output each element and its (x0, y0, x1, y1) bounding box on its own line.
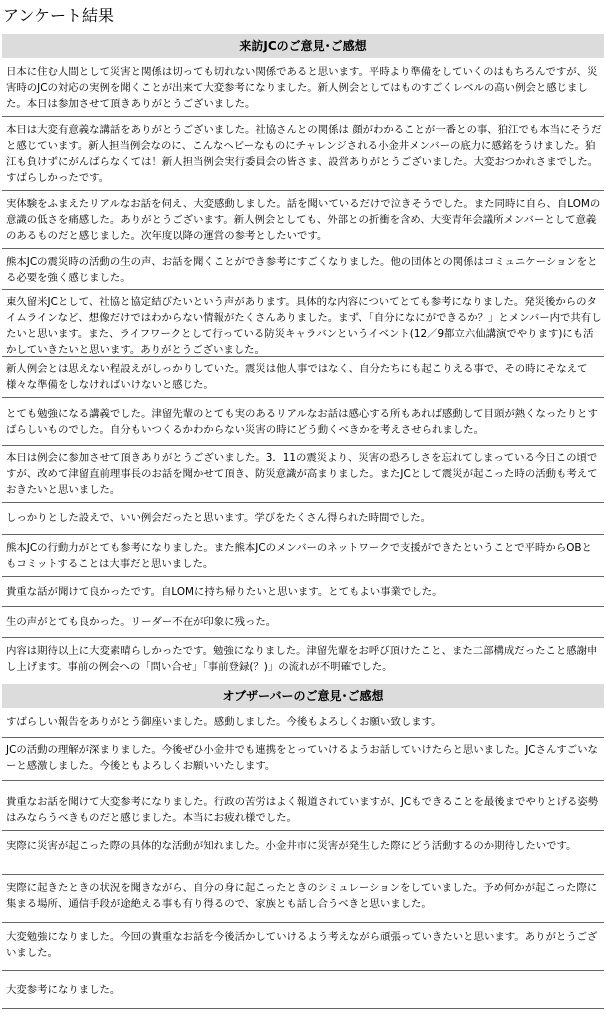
divider (2, 576, 604, 577)
page-title: アンケート結果 (3, 6, 115, 25)
divider (2, 248, 604, 249)
divider (2, 445, 604, 446)
comment-visiting-jc-2: 本日は大変有意義な講話をありがとうございました。社協さんとの関係は 顔がわかることが一番との事、狛江でも本当にそうだと感じています。新人担当例会なのに、こんなヘビーなものにチャレンジされる小金井メンバーの底力に感銘をうけました。狛江も負けずにがんばらなくては！新人担当例会実行委員会の皆さま、設営ありがとうございました。大変おつかれさまでした。すばらしかったです。 (6, 124, 602, 184)
comment-visiting-jc-9: しっかりとした設えで、いい例会だったと思います。学びをたくさん得られた時間でした。 (6, 512, 431, 524)
comment-visiting-jc-4: 熊本JCの震災時の活動の生の声、お話を聞くことができ参考にすごくなりました。他の団体との関係はコミュニケーションをとる必要を強く感じました。 (6, 256, 598, 284)
comment-observer-5: 実際に起きたときの状況を聞きながら、自分の身に起こったときのシミュレーションをしていました。予め何かが起こった際に集まる場所、通信手段が途絶える事も有り得るので、家族とも話し合うべきと思いました。 (6, 882, 598, 910)
divider (2, 190, 604, 191)
divider (2, 737, 604, 738)
divider (2, 780, 604, 781)
section-heading-observers: オブザーバーのご意見･ご感想 (2, 684, 604, 708)
comment-observer-7: 大変参考になりました。 (6, 984, 121, 996)
divider (2, 1008, 604, 1009)
comment-visiting-jc-10: 熊本JCの行動力がとても参考になりました。また熊本JCのメンバーのネットワークで支援ができたということで平時からOBともコミットすることは大事だと思いました。 (6, 542, 592, 570)
section-heading-visiting-jc: 来訪JCのご意見･ご感想 (2, 34, 604, 58)
comment-observer-1: すばらしい報告をありがとう御座いました。感動しました。今後もよろしくお願い致します。 (6, 716, 442, 728)
divider (2, 922, 604, 923)
divider (2, 289, 604, 290)
comment-observer-4: 実際に災害が起こった際の具体的な活動が知れました。小金井市に災害が発生した際にどう活動するのか期待したいです。 (6, 840, 577, 852)
divider (2, 874, 604, 875)
divider (2, 356, 604, 357)
divider (2, 397, 604, 398)
divider (2, 970, 604, 971)
comment-visiting-jc-7: とても勉強になる講義でした。津留先輩のとても実のあるリアルなお話は感心する所もあれば感動して目頭が熱くなったりとすばらしいものでした。自分もいつくるかわからない災害の時にどう動くべきかを考えさせられました。 (6, 408, 598, 436)
comment-visiting-jc-6: 新人例会とは思えない程設えがしっかりしていた。震災は他人事ではなく、自分たちにも起こりえる事で、その時にそなえて様々な準備をしなければいけないと感じた。 (6, 363, 588, 391)
divider (2, 116, 604, 117)
comment-visiting-jc-12: 生の声がとても良かった。リーダー不在が印象に残った。 (6, 616, 277, 628)
comment-visiting-jc-8: 本日は例会に参加させて頂きありがとうございました。3．11の震災より、災害の恐ろしさを忘れてしまっている今日この頃ですが、改めて津留直前理事長のお話を聞かせて頂き、防災意識が高まりました。またJCとして震災が起こった時の活動も考えておきたいと思いました。 (6, 452, 598, 496)
divider (2, 830, 604, 831)
divider (2, 502, 604, 503)
comment-visiting-jc-5: 東久留米JCとして、社協と協定結びたいという声があります。具体的な内容についてとても参考になりました。発災後からのタイムラインなど、想像だけではわからない情報がたくさんありました。まず、「自分になにができるか？」とメンバー内で共有したいと思います。また、ライフワークとして行っている防災キャラバンというイベント(12／9都立六仙講演でやります)にも活かしていきたいと思います。ありがとうございました。 (6, 296, 602, 356)
divider (2, 606, 604, 607)
divider (2, 534, 604, 535)
comment-visiting-jc-13: 内容は期待以上に大変素晴らしかったです。勉強になりました。津留先輩をお呼び頂けたこと、また二部構成だったこと感謝申し上げます。事前の例会への「問い合せ」「事前登録(？)」の流れが不明確でした。 (6, 645, 598, 673)
comment-observer-6: 大変勉強になりました。今回の貴重なお話を今後活かしていけるよう考えながら頑張っていきたいと思います。ありがとうございました。 (6, 931, 598, 959)
divider (2, 637, 604, 638)
comment-observer-2: JCの活動の理解が深まりました。今後ぜひ小金井でも連携をとっていけるようお話していけたらと思いました。JCさんすごいなーと感激しました。今後ともよろしくお願いいたします。 (6, 744, 598, 772)
comment-visiting-jc-1: 日本に住む人間として災害と関係は切っても切れない関係であると思います。平時より準備をしていくのはもちろんですが、災害時のJCの対応の実例を聞くことが出来て大変参考になりました。新人例会としてはものすごくレベルの高い例会と感じました。本日は参加させて頂きありがとうございました。 (6, 66, 598, 110)
comment-observer-3: 貴重なお話を聞けて大変参考になりました。行政の苦労はよく報道されていますが、JCもできることを最後までやりとげる姿勢はみならうべきものだと感じました。本当にお疲れ様でした。 (6, 796, 599, 824)
comment-visiting-jc-11: 貴重な話が聞けて良かったです。自LOMに持ち帰りたいと思います。とてもよい事業でした。 (6, 586, 443, 598)
comment-visiting-jc-3: 実体験をふまえたリアルなお話を伺え、大変感動しました。話を聞いているだけで泣きそうでした。また同時に自ら、自LOMの意識の低さを痛感した。ありがとうございます。新人例会としても、外部との折衝を含め、大变青年会議所メンバーとして意義のあるものだと感じました。次年度以降の運営の参考としたいです。 (6, 198, 601, 242)
